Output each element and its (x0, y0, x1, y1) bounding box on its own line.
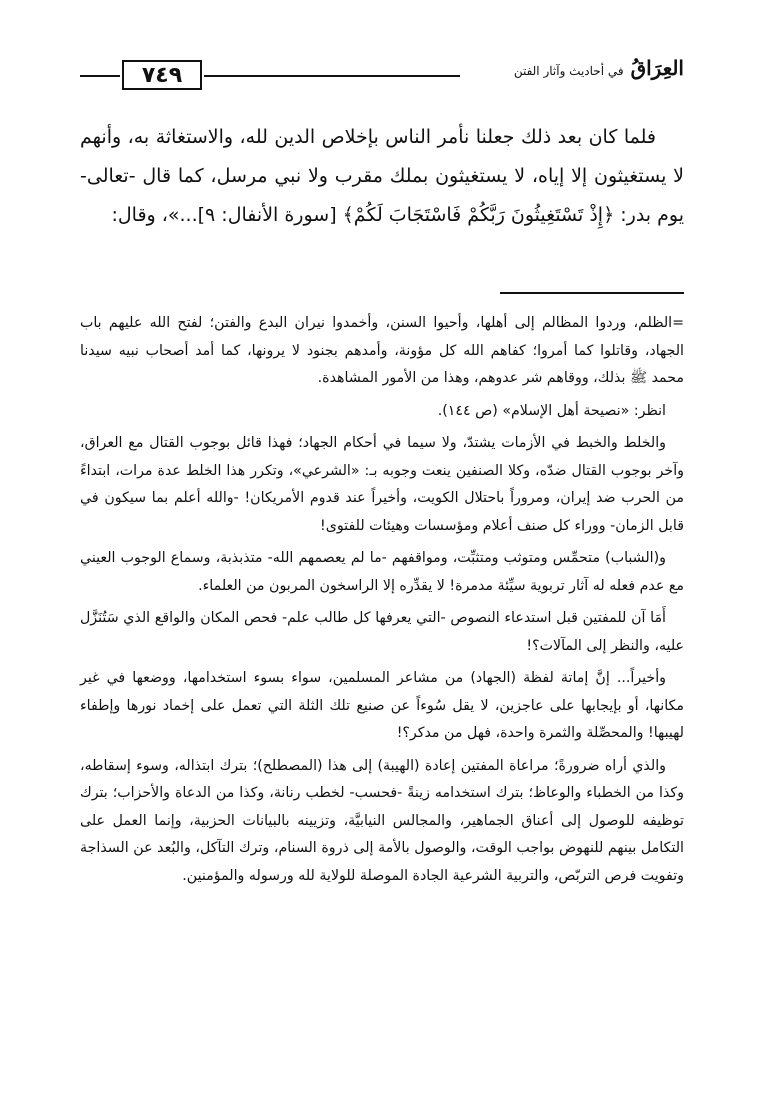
header-rule-left (80, 75, 120, 77)
page-number: ٧٤٩ (122, 60, 202, 90)
footnotes (80, 310, 684, 895)
footnote-paragraph: =الظلم، وردوا المظالم إلى أهلها، وأحيوا السنن، وأخمدوا نيران البدع والفتن؛ لفتح الله عليهم باب الجهاد، وقاتلوا كما أمروا؛ كفاهم الله كل مؤونة، وأمدهم بجنود لا يرونها، كما أمد أصحاب نبيه سيدنا محمد ﷺ بذلك، ووقاهم شر عدوهم، وهذا من الأمور المشاهدة. (80, 315, 684, 386)
book-subtitle: في أحاديث وآثار الفتن (513, 64, 624, 78)
main-paragraph: فلما كان بعد ذلك جعلنا نأمر الناس بإخلاص الدين لله، والاستغاثة به، وأنهم لا يستغيثون إلا إياه، لا يستغيثون بملك مقرب ولا نبي مرسل، كما قال -تعالى- يوم بدر: ﴿إِذْ تَسْتَغِيثُونَ رَبَّكُمْ فَاسْتَجَابَ لَكُمْ﴾ [سورة الأنفال: ٩]...»، وقال: (80, 126, 684, 226)
footnote-reference: انظر: «نصيحة أهل الإسلام» (ص ١٤٤). (437, 402, 666, 419)
footnote-paragraph: أَمَا آن للمفتين قبل استدعاء النصوص -التي يعرفها كل طالب علم- فحص المكان والواقع الذي سَتُنَزَّل عليه، والنظر إلى المآلات؟! (80, 610, 684, 654)
main-text (80, 118, 684, 235)
book-title: العِرَاقُ (630, 56, 684, 80)
footnote-paragraph: والخلط والخبط في الأزمات يشتدّ، ولا سيما في أحكام الجهاد؛ فهذا قائل بوجوب القتال مع العراق، وآخر بوجوب القتال ضدّه، وكلا الصنفين ينعت وجوبه بـ: «الشرعي»، وتكرر هذا الخلط عدة مرات، ابتداءً من الحرب ضد إيران، ومروراً باحتلال الكويت، وأخيراً عند قدوم الأمريكان! -والله أعلم بما سيكون في قابل الزمان- ووراء كل صنف أعلام ومؤسسات وهيئات للفتوى! (80, 435, 684, 534)
page-header (80, 46, 684, 98)
header-rule-right (204, 75, 460, 77)
footnote-separator (500, 292, 684, 294)
footnote-paragraph: و(الشباب) متحمِّس ومتوثب ومتثبِّت، ومواقفهم -ما لم يعصمهم الله- متذبذبة، وسماع الوجوب العيني مع عدم فعله له آثار تربوية سيِّئة مدمرة! لا يقدِّره إلا الراسخون المربون من العلماء. (80, 550, 684, 594)
running-title (464, 56, 684, 88)
footnote-paragraph: وأخيراً... إنَّ إماتة لفظة (الجهاد) من مشاعر المسلمين، سواء بسوء استخدامها، ووضعها في غير مكانها، أو بإيجابها على عاجزين، لا يقل سُوءاً عن صنيع تلك الثلة التي تعمل على إخماد نورها وإطفاء لهيبها! والمحصِّلة والثمرة واحدة، فهل من مدكر؟! (80, 670, 684, 741)
footnote-paragraph: والذي أراه ضرورةً؛ مراعاة المفتين إعادة (الهيبة) إلى هذا (المصطلح)؛ بترك ابتذاله، وسوء إسقاطه، وكذا من الخطباء والوعاظ؛ بترك استخدامه زينةً -فحسب- لخطب رنانة، وكذا من الدعاة والأحزاب؛ بترك توظيفه للوصول إلى أعناق الجماهير، والمجالس النيابيَّة، وتزيينه بالبيانات الحزبية، وإنما العمل على التكامل بينهم للنهوض بواجب الوقت، والوصول بالأمة إلى ذروة السنام، وترك التآكل، والبُعد عن السذاجة وتفويت فرص التربّص، والتربية الشرعية الجادة الموصلة للولاية لله ورسوله والمؤمنين. (80, 757, 684, 884)
